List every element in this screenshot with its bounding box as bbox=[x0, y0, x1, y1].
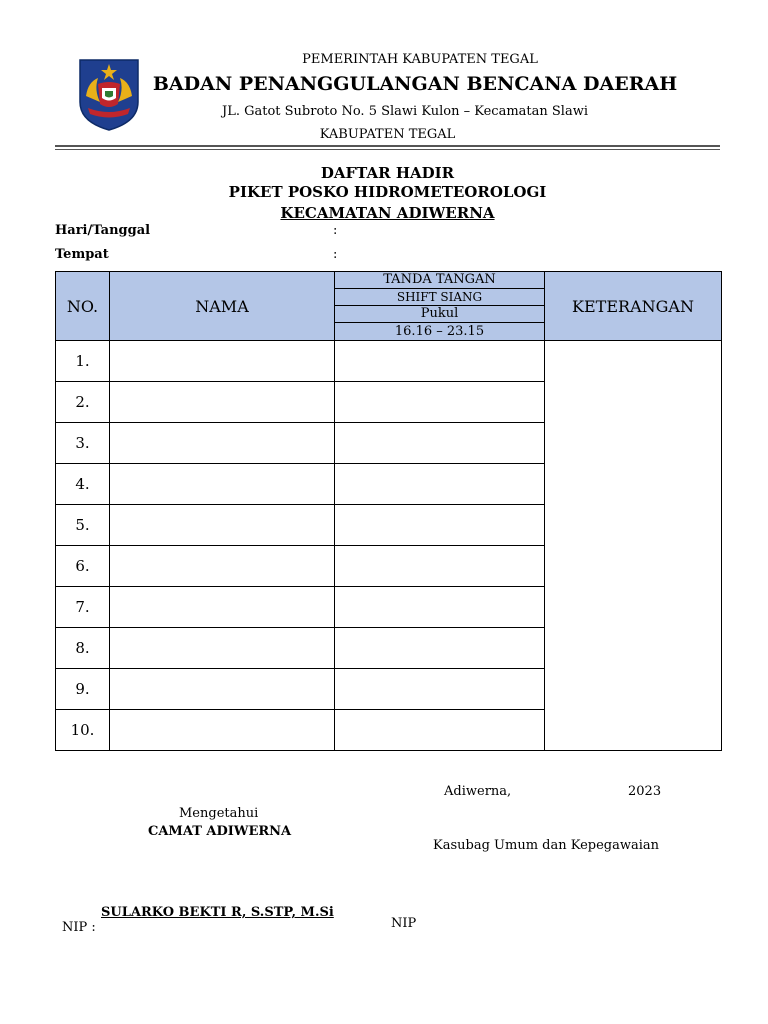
header-notes: KETERANGAN bbox=[545, 272, 722, 341]
header-time-label: Pukul bbox=[335, 306, 545, 323]
nip-left: NIP : bbox=[62, 920, 96, 935]
kasubag-title: Kasubag Umum dan Kepegawaian bbox=[433, 838, 660, 853]
header-shift: SHIFT SIANG bbox=[335, 289, 545, 306]
signature-cell[interactable] bbox=[335, 341, 545, 382]
name-cell[interactable] bbox=[110, 341, 335, 382]
camat-title: CAMAT ADIWERNA bbox=[148, 824, 292, 839]
row-number: 10. bbox=[56, 710, 110, 751]
row-number: 7. bbox=[56, 587, 110, 628]
header-divider-thin bbox=[55, 149, 720, 150]
signature-cell[interactable] bbox=[335, 382, 545, 423]
place-colon: : bbox=[333, 247, 338, 262]
document-district bbox=[55, 204, 720, 222]
signature-cell[interactable] bbox=[335, 464, 545, 505]
row-number: 1. bbox=[56, 341, 110, 382]
day-date-colon: : bbox=[333, 223, 338, 238]
row-number: 9. bbox=[56, 669, 110, 710]
row-number: 4. bbox=[56, 464, 110, 505]
regency-name: KABUPATEN TEGAL bbox=[319, 127, 456, 142]
header-no: NO. bbox=[56, 272, 110, 341]
header-name: NAMA bbox=[110, 272, 335, 341]
row-number: 3. bbox=[56, 423, 110, 464]
district-label: KECAMATAN ADIWERNA bbox=[280, 204, 495, 222]
header-signature: TANDA TANGAN bbox=[335, 272, 545, 289]
government-name: PEMERINTAH KABUPATEN TEGAL bbox=[302, 52, 538, 67]
name-cell[interactable] bbox=[110, 628, 335, 669]
signature-cell[interactable] bbox=[335, 546, 545, 587]
name-cell[interactable] bbox=[110, 669, 335, 710]
name-cell[interactable] bbox=[110, 710, 335, 751]
notes-cell[interactable] bbox=[545, 341, 722, 751]
camat-name: SULARKO BEKTI R, S.STP, M.Si bbox=[101, 905, 334, 920]
name-cell[interactable] bbox=[110, 382, 335, 423]
signing-place: Adiwerna, bbox=[444, 784, 512, 799]
row-number: 2. bbox=[56, 382, 110, 423]
signature-cell[interactable] bbox=[335, 669, 545, 710]
signature-cell[interactable] bbox=[335, 710, 545, 751]
row-number: 6. bbox=[56, 546, 110, 587]
name-cell[interactable] bbox=[110, 546, 335, 587]
place-label: Tempat bbox=[55, 247, 109, 262]
row-number: 8. bbox=[56, 628, 110, 669]
acknowledged-label: Mengetahui bbox=[179, 806, 259, 821]
table-row bbox=[56, 341, 722, 382]
agency-address: JL. Gatot Subroto No. 5 Slawi Kulon – Kecamatan Slawi bbox=[221, 104, 588, 119]
name-cell[interactable] bbox=[110, 505, 335, 546]
signature-cell[interactable] bbox=[335, 505, 545, 546]
document-title: DAFTAR HADIR bbox=[320, 164, 455, 182]
signature-cell[interactable] bbox=[335, 628, 545, 669]
header-divider-thick bbox=[55, 145, 720, 147]
attendance-table bbox=[55, 271, 722, 751]
name-cell[interactable] bbox=[110, 587, 335, 628]
document-subtitle: PIKET POSKO HIDROMETEOROLOGI bbox=[228, 183, 547, 201]
kabupaten-tegal-emblem-icon bbox=[78, 58, 140, 132]
day-date-label: Hari/Tanggal bbox=[55, 223, 151, 238]
agency-name: BADAN PENANGGULANGAN BENCANA DAERAH bbox=[152, 73, 678, 95]
name-cell[interactable] bbox=[110, 423, 335, 464]
signature-cell[interactable] bbox=[335, 587, 545, 628]
name-cell[interactable] bbox=[110, 464, 335, 505]
header-time-value: 16.16 – 23.15 bbox=[335, 323, 545, 341]
signing-year: 2023 bbox=[628, 784, 662, 799]
nip-right: NIP bbox=[391, 916, 417, 931]
signature-cell[interactable] bbox=[335, 423, 545, 464]
row-number: 5. bbox=[56, 505, 110, 546]
